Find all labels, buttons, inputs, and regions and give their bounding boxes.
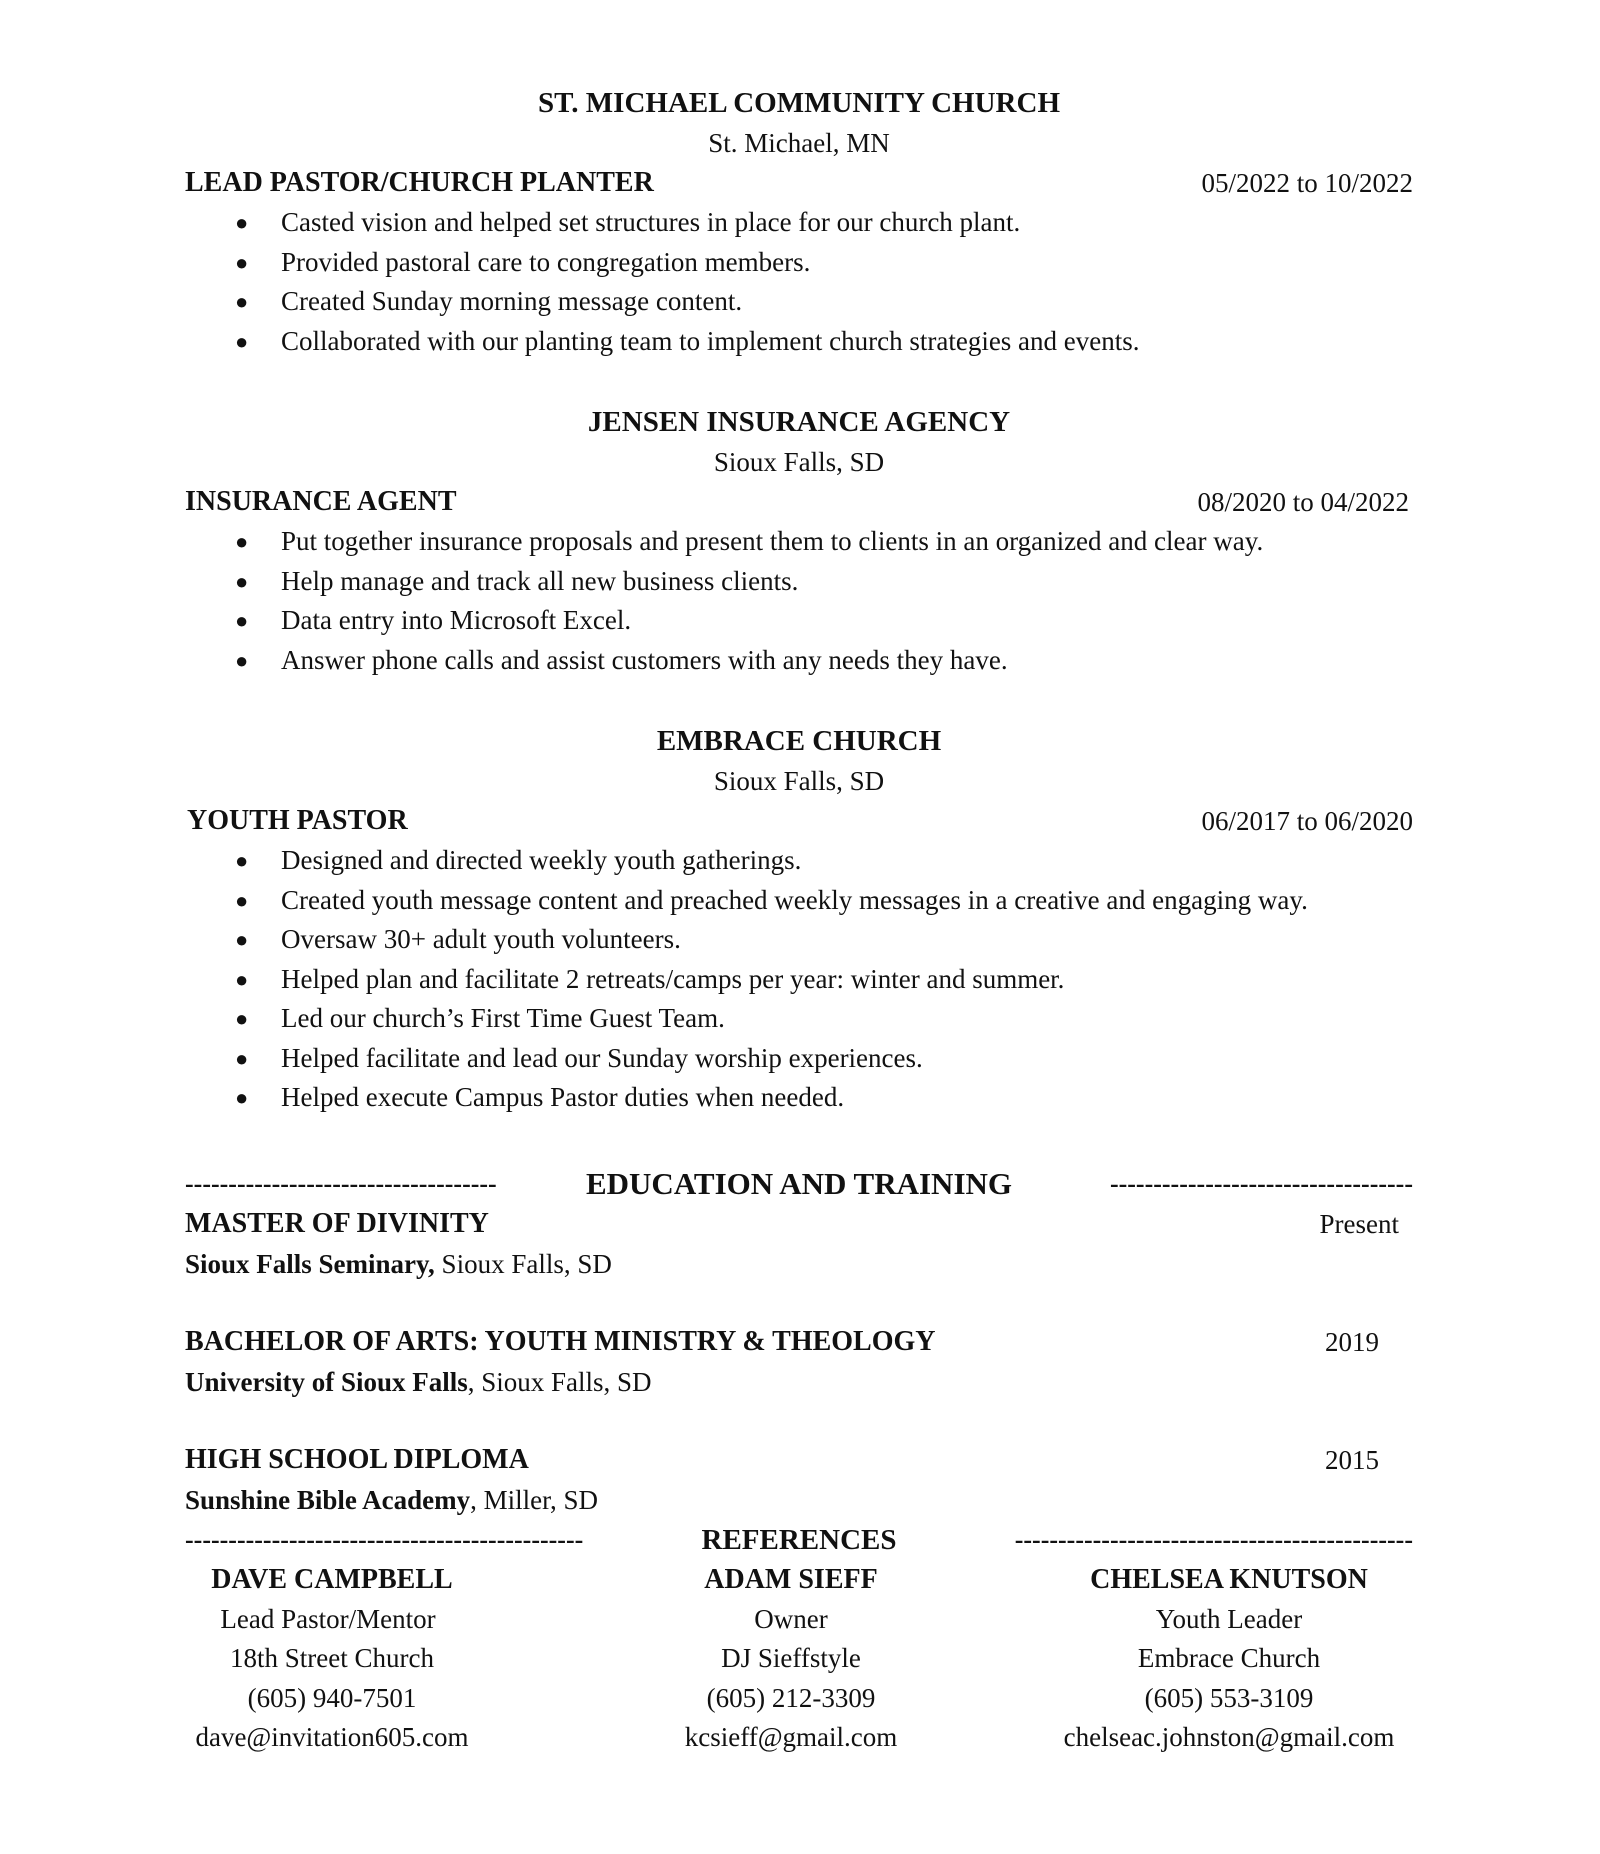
job-entry	[185, 83, 1413, 361]
job-organization: ST. MICHAEL COMMUNITY CHURCH	[537, 87, 1060, 119]
education-year: Present	[1319, 1208, 1399, 1239]
bullet-icon: ●	[235, 249, 249, 275]
divider-dashes-left: ------------------------------------	[185, 1168, 497, 1198]
reference-organization: DJ Sieffstyle	[721, 1643, 861, 1673]
education-degree: MASTER OF DIVINITY	[185, 1207, 489, 1239]
bullet-text: Answer phone calls and assist customers with any needs they have.	[281, 644, 1008, 675]
education-year: 2019	[1325, 1326, 1379, 1357]
bullet-text: Collaborated with our planting team to implement church strategies and events.	[281, 325, 1140, 356]
education-degree: BACHELOR OF ARTS: YOUTH MINISTRY & THEOLOGY	[185, 1325, 936, 1357]
references-heading-label: REFERENCES	[701, 1523, 897, 1556]
reference-name: ADAM SIEFF	[704, 1563, 878, 1595]
bullet-text: Created Sunday morning message content.	[281, 286, 743, 316]
bullet-icon: ●	[235, 608, 249, 633]
reference-role: Lead Pastor/Mentor	[220, 1603, 436, 1634]
reference-email: kcsieff@gmail.com	[684, 1722, 898, 1752]
job-title: INSURANCE AGENT	[185, 486, 457, 517]
job-dates: 08/2020 to 04/2022	[1197, 487, 1409, 517]
bullet-text: Provided pastoral care to congregation members.	[281, 246, 811, 277]
reference-role: Youth Leader	[1155, 1603, 1303, 1634]
bullet-icon: ●	[235, 1085, 249, 1110]
job-bullet	[185, 920, 1413, 960]
education-school: University of Sioux Falls	[185, 1366, 468, 1397]
references-section-heading	[185, 1520, 1413, 1560]
bullet-icon: ●	[235, 927, 249, 952]
education-place: Sioux Falls, SD	[434, 1248, 612, 1279]
reference-phone: (605) 553-3109	[1144, 1682, 1314, 1713]
job-title: YOUTH PASTOR	[187, 805, 408, 836]
job-title: LEAD PASTOR/CHURCH PLANTER	[185, 167, 654, 198]
education-degree-row	[185, 1440, 1413, 1480]
bullet-icon: ●	[235, 848, 249, 873]
reference-phone: (605) 940-7501	[247, 1682, 417, 1713]
job-location: St. Michael, MN	[708, 128, 890, 158]
education-school-line	[185, 1362, 1413, 1402]
education-place: , Sioux Falls, SD	[467, 1366, 652, 1397]
job-bullet	[185, 322, 1413, 362]
bullet-icon: ●	[235, 289, 249, 314]
job-organization: EMBRACE CHURCH	[656, 725, 942, 757]
job-dates: 05/2022 to 10/2022	[1201, 168, 1413, 198]
job-bullet	[185, 1078, 1413, 1118]
job-organization: JENSEN INSURANCE AGENCY	[587, 406, 1011, 438]
job-bullet	[185, 1039, 1413, 1079]
job-bullet-list	[185, 522, 1413, 680]
job-bullet	[185, 282, 1413, 322]
job-bullet	[185, 960, 1413, 1000]
education-place: , Miller, SD	[470, 1484, 598, 1515]
bullet-text: Put together insurance proposals and present them to clients in an organized and clear way.	[281, 526, 1264, 556]
education-year: 2015	[1325, 1444, 1379, 1475]
job-bullet	[185, 841, 1413, 881]
bullet-text: Casted vision and helped set structures in place for our church plant.	[281, 207, 1021, 237]
bullet-text: Data entry into Microsoft Excel.	[281, 605, 632, 635]
job-bullet	[185, 881, 1413, 921]
education-section-heading	[185, 1164, 1413, 1204]
reference-phone: (605) 212-3309	[706, 1682, 876, 1713]
resume-content	[185, 83, 1413, 1752]
education-degree-row	[185, 1204, 1413, 1244]
job-location: Sioux Falls, SD	[713, 766, 885, 796]
bullet-icon: ●	[235, 1045, 249, 1071]
bullet-icon: ●	[235, 568, 249, 594]
reference-organization: Embrace Church	[1137, 1643, 1321, 1673]
education-degree-row	[185, 1322, 1413, 1362]
reference-name: DAVE CAMPBELL	[211, 1563, 453, 1595]
job-title-row	[185, 163, 1413, 203]
bullet-icon: ●	[235, 529, 249, 554]
bullet-icon: ●	[235, 887, 249, 913]
job-entry	[185, 402, 1413, 680]
bullet-text: Designed and directed weekly youth gatherings.	[281, 845, 802, 875]
bullet-text: Helped facilitate and lead our Sunday worship experiences.	[281, 1042, 923, 1073]
job-bullet	[185, 562, 1413, 602]
education-school: Sunshine Bible Academy	[185, 1484, 471, 1515]
bullet-text: Oversaw 30+ adult youth volunteers.	[281, 924, 681, 954]
reference-card	[621, 1560, 961, 1758]
divider-dashes-left: ----------------------------------------------	[185, 1524, 584, 1554]
job-bullet	[185, 999, 1413, 1039]
job-bullet-list	[185, 841, 1413, 1118]
bullet-icon: ●	[235, 966, 249, 992]
job-bullet-list	[185, 203, 1413, 361]
bullet-icon: ●	[235, 210, 249, 235]
bullet-text: Helped plan and facilitate 2 retreats/camps per year: winter and summer.	[281, 963, 1065, 994]
bullet-icon: ●	[235, 1006, 249, 1031]
reference-organization: 18th Street Church	[230, 1643, 434, 1673]
job-bullet	[185, 641, 1413, 681]
divider-dashes-right: -----------------------------------	[1109, 1168, 1413, 1198]
reference-card	[1045, 1560, 1413, 1758]
education-school-line	[185, 1244, 1413, 1284]
reference-role: Owner	[754, 1603, 828, 1634]
reference-name: CHELSEA KNUTSON	[1090, 1563, 1368, 1595]
job-bullet	[185, 243, 1413, 283]
divider-dashes-right: ----------------------------------------------	[1014, 1524, 1413, 1554]
bullet-text: Help manage and track all new business clients.	[281, 565, 799, 596]
education-entry	[185, 1322, 1413, 1402]
bullet-text: Created youth message content and preached weekly messages in a creative and engaging way.	[281, 884, 1308, 915]
bullet-text: Led our church’s First Time Guest Team.	[281, 1003, 725, 1033]
education-school: Sioux Falls Seminary,	[185, 1248, 435, 1279]
job-title-row	[185, 801, 1413, 841]
education-entry	[185, 1204, 1413, 1284]
references-list	[185, 1560, 1413, 1752]
education-entry	[185, 1440, 1413, 1520]
job-bullet	[185, 203, 1413, 243]
bullet-icon: ●	[235, 647, 249, 673]
education-school-line	[185, 1480, 1413, 1520]
bullet-text: Helped execute Campus Pastor duties when needed.	[281, 1082, 845, 1112]
reference-email: dave@invitation605.com	[195, 1722, 469, 1752]
job-entry	[185, 721, 1413, 1118]
job-bullet	[185, 522, 1413, 562]
reference-email: chelseac.johnston@gmail.com	[1063, 1722, 1395, 1752]
education-heading-label: EDUCATION AND TRAINING	[585, 1165, 1013, 1201]
job-bullet	[185, 601, 1413, 641]
bullet-icon: ●	[235, 328, 249, 354]
job-dates: 06/2017 to 06/2020	[1201, 806, 1413, 836]
job-location: Sioux Falls, SD	[713, 447, 885, 477]
education-degree: HIGH SCHOOL DIPLOMA	[185, 1443, 529, 1475]
job-title-row	[185, 482, 1413, 522]
reference-card	[177, 1560, 487, 1758]
